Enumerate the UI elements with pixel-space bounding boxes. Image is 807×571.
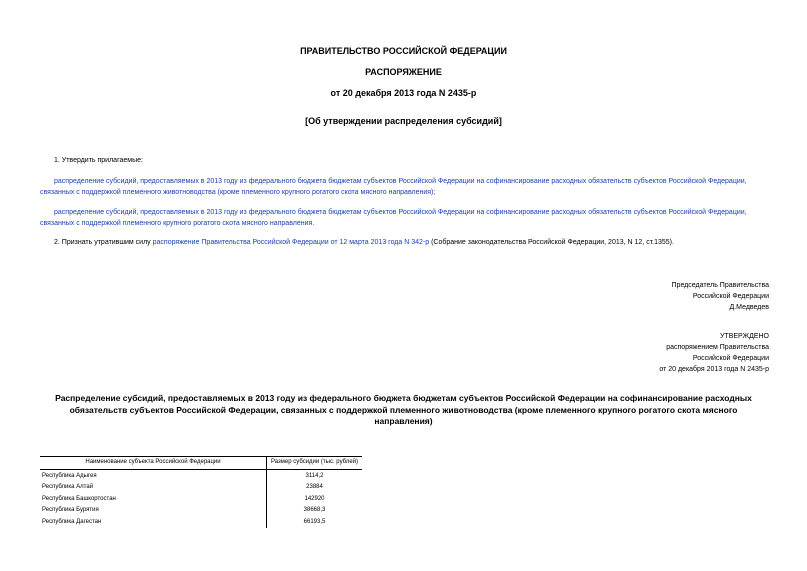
item-2-prefix: 2. Признать утратившим силу: [54, 239, 153, 246]
region-cell: Республика Алтай: [40, 482, 267, 494]
signature-block: [672, 280, 769, 313]
repealed-order-link[interactable]: распоряжение Правительства Российской Федерации от 12 марта 2013 года N 342-р: [152, 239, 430, 246]
table-row: [40, 470, 362, 482]
approval-org: Российской Федерации: [692, 355, 769, 362]
signature-title: Председатель Правительства: [671, 282, 769, 289]
amount-cell: 38668,3: [303, 507, 326, 514]
column-header-region: Наименование субъекта Российской Федерации: [40, 457, 267, 470]
region-cell: Республика Бурятия: [40, 505, 267, 517]
approval-date: от 20 декабря 2013 года N 2435-р: [659, 366, 769, 373]
annex-1-link[interactable]: распределение субсидий, предоставляемых в 2013 году из федерального бюджета бюджетам субъектов Российской Федерации на софинансирование расходных обязательств субъектов Российской Федерации, связанных с поддержкой племенного животноводства (кроме племенного крупного рогатого скота мясного направления);: [40, 178, 747, 196]
amount-cell: 3114,2: [305, 472, 324, 479]
amount-cell: 23884: [306, 484, 323, 491]
annex-title: Распределение субсидий, предоставляемых в 2013 году из федерального бюджета бюджетам субъектов Российской Федерации на софинансирование расходных обязательств субъектов Российской Федерации, связанных с поддержкой племенного животноводства (кроме племенного крупного рогатого скота мясного направления): [55, 393, 752, 426]
subsidy-table: [40, 456, 362, 528]
item-1-text: 1. Утвердить прилагаемые:: [54, 157, 143, 164]
table-header-row: [40, 457, 362, 470]
table-row: [40, 516, 362, 528]
approval-by: распоряжением Правительства: [666, 344, 769, 351]
table-row: [40, 505, 362, 517]
region-cell: Республика Башкортостан: [40, 493, 267, 505]
table-row: [40, 482, 362, 494]
amount-cell: 142920: [304, 495, 325, 502]
column-header-amount: Размер субсидии (тыс. рублей): [267, 457, 363, 470]
annex-2-paragraph: [40, 207, 770, 229]
document-subject: [Об утверждении распределения субсидий]: [305, 116, 502, 126]
amount-cell: 66193,5: [303, 518, 326, 525]
annex-1-paragraph: [40, 176, 770, 198]
approval-block: [659, 331, 769, 375]
document-date-number: от 20 декабря 2013 года N 2435-р: [330, 88, 477, 98]
region-cell: Республика Адыгея: [40, 470, 267, 482]
document-type: РАСПОРЯЖЕНИЕ: [365, 67, 442, 77]
item-2-paragraph: [54, 237, 784, 248]
signature-name: Д.Медведев: [729, 304, 769, 311]
table-row: [40, 493, 362, 505]
government-heading: ПРАВИТЕЛЬСТВО РОССИЙСКОЙ ФЕДЕРАЦИИ: [300, 46, 507, 56]
region-cell: Республика Дагестан: [40, 516, 267, 528]
signature-org: Российской Федерации: [692, 293, 769, 300]
approval-label: УТВЕРЖДЕНО: [719, 333, 769, 340]
item-2-suffix: (Собрание законодательства Российской Федерации, 2013, N 12, ст.1355).: [429, 239, 674, 246]
annex-2-link[interactable]: распределение субсидий, предоставляемых в 2013 году из федерального бюджета бюджетам субъектов Российской Федерации на софинансирование расходных обязательств субъектов Российской Федерации, связанных с поддержкой племенного крупного рогатого скота мясного направления.: [40, 209, 747, 227]
